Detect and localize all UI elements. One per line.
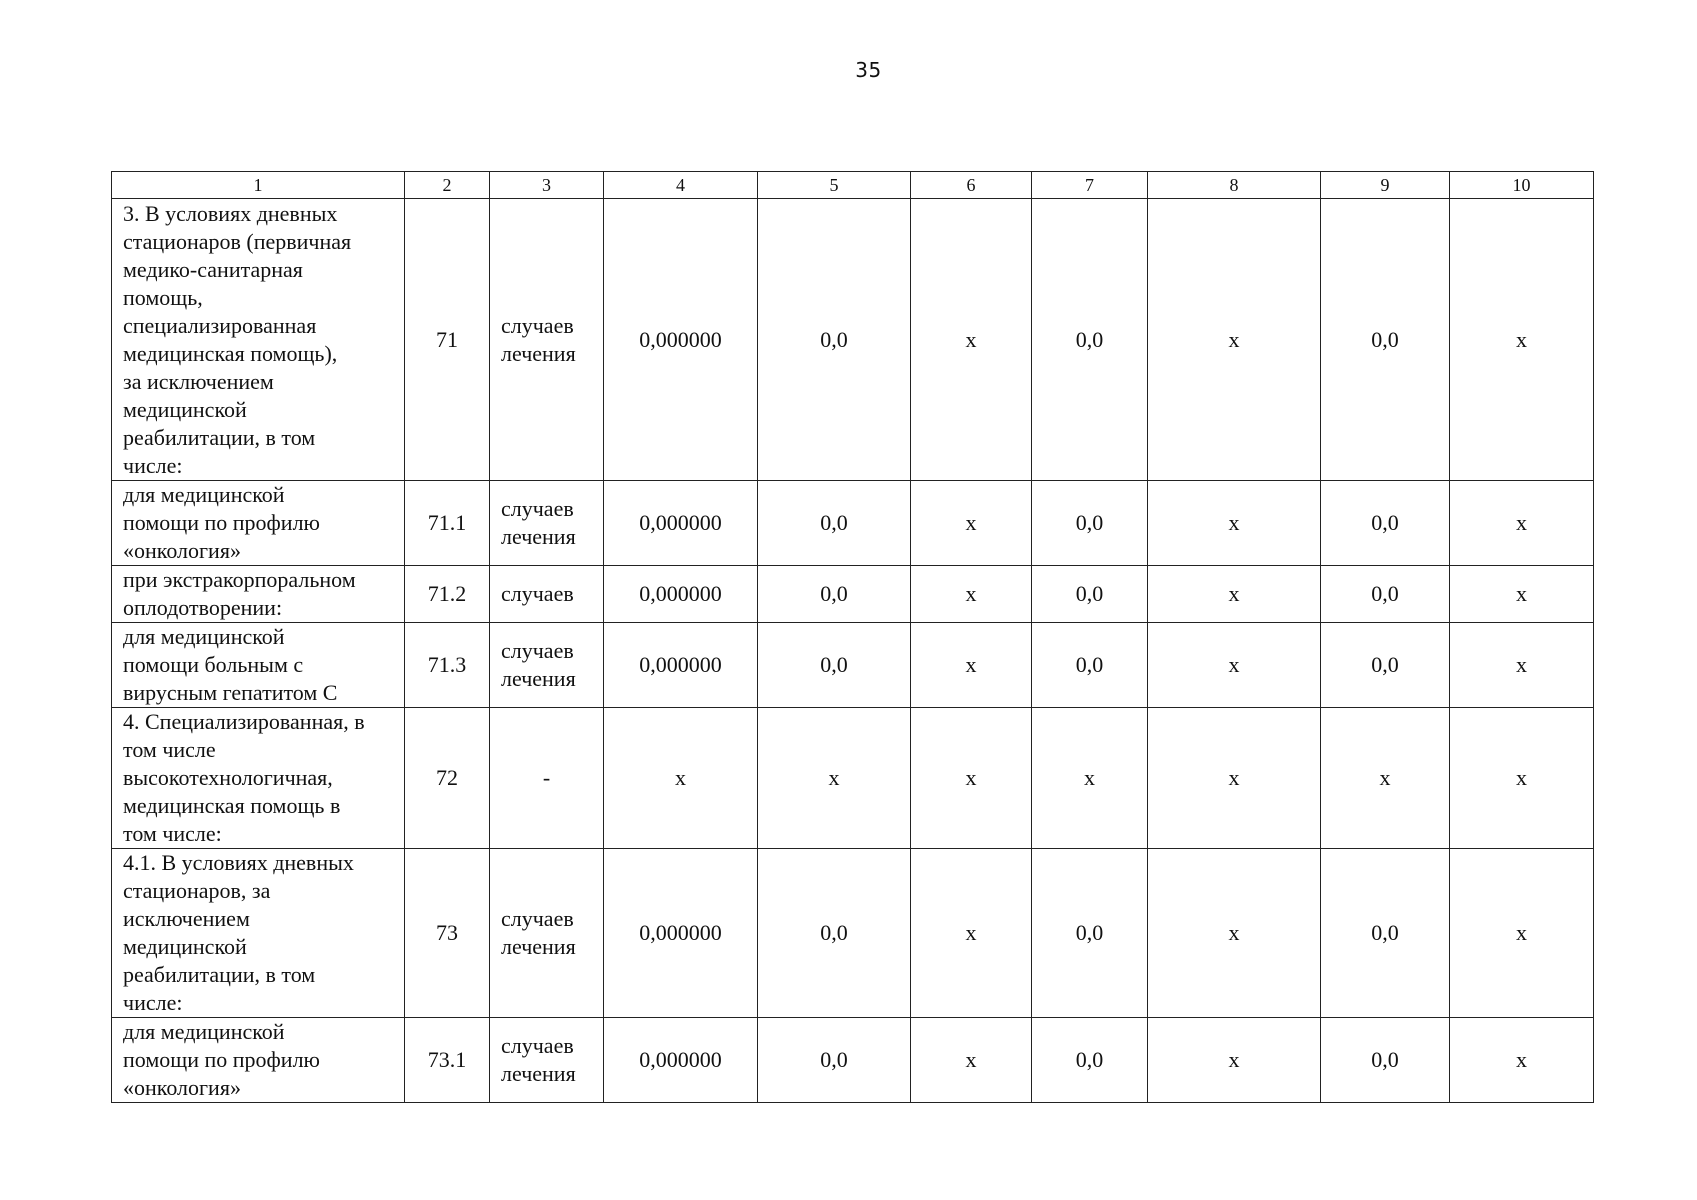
cell-col-7: 0,0: [1032, 199, 1148, 481]
column-number: 10: [1450, 172, 1594, 199]
data-table: [111, 171, 1594, 1103]
row-code: 73: [405, 849, 490, 1018]
cell-col-4: 0,000000: [604, 623, 758, 708]
table-row: [112, 481, 1594, 566]
cell-col-6: х: [911, 623, 1032, 708]
cell-col-5: х: [758, 708, 911, 849]
table-row: [112, 708, 1594, 849]
cell-col-10: х: [1450, 481, 1594, 566]
row-unit: случаев лечения: [490, 199, 604, 481]
page-number: 35: [855, 58, 882, 82]
cell-col-9: 0,0: [1321, 1018, 1450, 1103]
cell-col-6: х: [911, 1018, 1032, 1103]
column-number: 3: [490, 172, 604, 199]
table-row: [112, 199, 1594, 481]
cell-col-4: 0,000000: [604, 849, 758, 1018]
table-row: [112, 1018, 1594, 1103]
row-name: 4. Специализированная, в том числе высокотехнологичная, медицинская помощь в том числе:: [112, 708, 405, 849]
column-number: 6: [911, 172, 1032, 199]
cell-col-7: 0,0: [1032, 1018, 1148, 1103]
cell-col-5: 0,0: [758, 623, 911, 708]
cell-col-9: 0,0: [1321, 849, 1450, 1018]
row-name: для медицинской помощи по профилю «онкология»: [112, 481, 405, 566]
row-unit: случаев лечения: [490, 623, 604, 708]
cell-col-10: х: [1450, 708, 1594, 849]
row-name: 4.1. В условиях дневных стационаров, за исключением медицинской реабилитации, в том числе:: [112, 849, 405, 1018]
cell-col-8: х: [1148, 623, 1321, 708]
cell-col-6: х: [911, 566, 1032, 623]
cell-col-5: 0,0: [758, 566, 911, 623]
cell-col-6: х: [911, 481, 1032, 566]
row-code: 72: [405, 708, 490, 849]
table-row: [112, 566, 1594, 623]
cell-col-9: 0,0: [1321, 566, 1450, 623]
row-code: 71.3: [405, 623, 490, 708]
column-number: 1: [112, 172, 405, 199]
cell-col-7: 0,0: [1032, 566, 1148, 623]
cell-col-6: х: [911, 708, 1032, 849]
column-number: 7: [1032, 172, 1148, 199]
column-number: 4: [604, 172, 758, 199]
cell-col-8: х: [1148, 849, 1321, 1018]
cell-col-10: х: [1450, 1018, 1594, 1103]
cell-col-9: 0,0: [1321, 623, 1450, 708]
cell-col-5: 0,0: [758, 1018, 911, 1103]
row-code: 73.1: [405, 1018, 490, 1103]
cell-col-10: х: [1450, 849, 1594, 1018]
column-number-row: [112, 172, 1594, 199]
cell-col-8: х: [1148, 708, 1321, 849]
row-name: для медицинской помощи по профилю «онкология»: [112, 1018, 405, 1103]
row-code: 71.1: [405, 481, 490, 566]
row-unit: случаев: [490, 566, 604, 623]
column-number: 2: [405, 172, 490, 199]
column-number: 9: [1321, 172, 1450, 199]
column-number: 8: [1148, 172, 1321, 199]
cell-col-7: 0,0: [1032, 481, 1148, 566]
row-unit: случаев лечения: [490, 481, 604, 566]
cell-col-9: 0,0: [1321, 199, 1450, 481]
cell-col-5: 0,0: [758, 199, 911, 481]
cell-col-7: х: [1032, 708, 1148, 849]
cell-col-6: х: [911, 849, 1032, 1018]
row-code: 71.2: [405, 566, 490, 623]
cell-col-7: 0,0: [1032, 623, 1148, 708]
cell-col-10: х: [1450, 623, 1594, 708]
row-name: 3. В условиях дневных стационаров (первичная медико-санитарная помощь, специализированная медицинская помощь), за исключением медицинской реабилитации, в том числе:: [112, 199, 405, 481]
row-name: для медицинской помощи больным с вирусным гепатитом С: [112, 623, 405, 708]
row-code: 71: [405, 199, 490, 481]
cell-col-4: 0,000000: [604, 1018, 758, 1103]
row-unit: -: [490, 708, 604, 849]
cell-col-10: х: [1450, 199, 1594, 481]
table-row: [112, 849, 1594, 1018]
column-number: 5: [758, 172, 911, 199]
row-unit: случаев лечения: [490, 1018, 604, 1103]
row-unit: случаев лечения: [490, 849, 604, 1018]
row-name: при экстракорпоральном оплодотворении:: [112, 566, 405, 623]
cell-col-8: х: [1148, 1018, 1321, 1103]
table-row: [112, 623, 1594, 708]
cell-col-8: х: [1148, 481, 1321, 566]
cell-col-4: 0,000000: [604, 566, 758, 623]
cell-col-8: х: [1148, 566, 1321, 623]
cell-col-6: х: [911, 199, 1032, 481]
cell-col-9: 0,0: [1321, 481, 1450, 566]
cell-col-4: 0,000000: [604, 481, 758, 566]
cell-col-9: х: [1321, 708, 1450, 849]
cell-col-7: 0,0: [1032, 849, 1148, 1018]
cell-col-4: 0,000000: [604, 199, 758, 481]
cell-col-10: х: [1450, 566, 1594, 623]
cell-col-5: 0,0: [758, 481, 911, 566]
cell-col-8: х: [1148, 199, 1321, 481]
cell-col-4: х: [604, 708, 758, 849]
cell-col-5: 0,0: [758, 849, 911, 1018]
